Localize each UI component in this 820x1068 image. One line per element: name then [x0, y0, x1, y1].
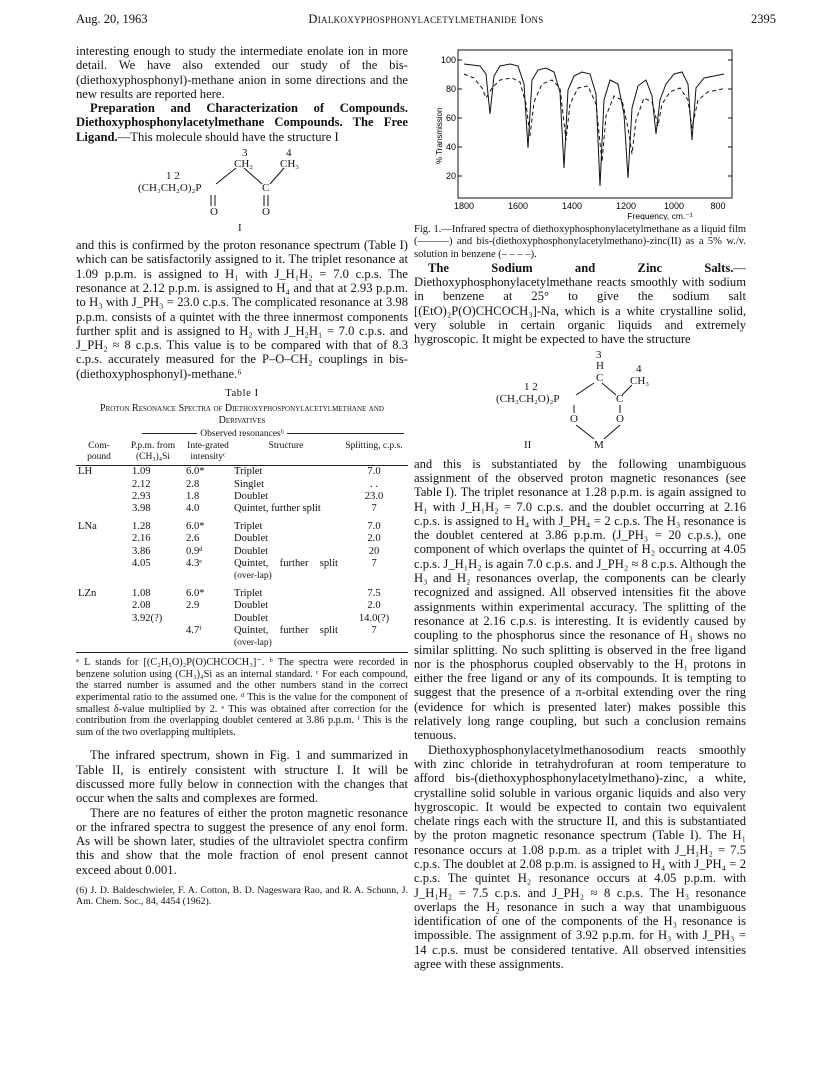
col-intensity: Inte-grated intensityᶜ — [184, 441, 232, 466]
s2-metal: M — [594, 438, 604, 451]
structure-II — [414, 349, 746, 453]
s2-label-II: II — [524, 438, 532, 451]
col-splitting: Splitting, c.p.s. — [340, 441, 408, 466]
s2-label-4: 4 — [636, 362, 642, 375]
s1-label-I: I — [238, 222, 242, 235]
x-tick-1400: 1400 — [561, 201, 583, 211]
x-tick-1800: 1800 — [453, 201, 475, 211]
s2-oxygen-1: O — [570, 412, 578, 425]
table-row: 4.7ᶠ Quintet, further split (over-lap) 7 — [186, 624, 377, 648]
table-subtitle: Proton Resonance Spectra of Diethoxyphosponylacetylmethane and Derivatives — [100, 403, 384, 427]
y-tick-100: 100 — [440, 55, 456, 65]
header-date: Aug. 20, 1963 — [76, 12, 148, 26]
y-tick-60: 60 — [445, 113, 456, 123]
x-tick-1200: 1200 — [615, 201, 637, 211]
right-paragraph-3: Diethoxyphosphonylacetylmethanosodium reacts smoothly with zinc chloride in tetrahydrofuran at room temperature to afford bis-(diethoxyphosphonylacetylmethano)-zinc, a white, crystalline solid soluble in various organic liquids and also very hygroscopic. It would be expected to contain two equivalent chelate rings each with the structure II, and this is substantiated by the proton magnetic resonance spectrum (Table I). The H₁ resonance occurs at 1.08 p.p.m. as a triplet with J_H₁H₂ = 7.5 c.p.s. The doublet at 2.08 p.p.m. is assigned to H₄ with J_PH₄ = 2 c.p.s. The quintet H₂ resonance occurs at 4.05 p.p.m. with J_H₁H₂ = 7.5 c.p.s. and J_PH₂ ≈ 8 c.p.s. The H₃ resonance overlaps the H₂ resonance in such a way that unambiguous identification of one of the components of the H₃ resonance is impossible. The assignment of 3.92 p.p.m. for H₃ with J_PH₃ = 14 c.p.s. must be considered tentative. All observed intensities agree with these assignments. — [414, 742, 746, 972]
s2-ethoxy-group: (CH₃CH₂O)₂P — [496, 392, 560, 405]
overlap-note-zn: (over-lap) — [234, 637, 272, 648]
free-ligand-intro: —This molecule should have the structure I — [117, 129, 339, 144]
left-paragraph-3: and this is confirmed by the proton resonance spectrum (Table I) which can be satisfactorily assigned to it. The triplet resonance at 1.09 p.p.m. is assigned to H₁ with J_H₁H₂ = 7.0 c.p.s. The resonance at 2.12 p.p.m. is assigned to H₄ and that at 2.93 p.p.m. to H₃ with J_PH₃ = 23.0 c.p.s. The complicated resonance at 3.98 p.p.m. consists of a quintet with the three innermost components further split and is assigned to H₂ with J_H₂H₁ = 7.0 c.p.s. and J_PH₂ ≈ 8 c.p.s. This value is to be compared with that of 8.3 c.p.s. accurately measured for the P–O–CH₂ couplings in bis-(diethoxyphosphonyl)-methane.⁶ — [76, 238, 408, 381]
y-tick-80: 80 — [445, 84, 456, 94]
s1-ch2: CH₂ — [234, 158, 254, 171]
s1-label-3: 3 — [242, 147, 248, 160]
x-axis-label: Frequency, cm.⁻¹ — [627, 211, 693, 220]
running-header — [76, 12, 776, 28]
table-row: LNa 1.28 6.0* Triplet 7.0 — [78, 521, 381, 533]
proton-resonance-table — [76, 441, 408, 649]
left-paragraph-2 — [76, 101, 408, 144]
s1-oxygen-1: O — [210, 206, 218, 219]
observed-resonances-header: Observed resonancesᵇ — [76, 427, 408, 439]
s2-bonds — [414, 349, 746, 453]
ir-spectrum-figure — [414, 44, 746, 220]
section-heading-free-ligand: Preparation and Characterization of Compounds. Diethoxyphosphonylacetylmethane Compounds. The Free Ligand. — [76, 101, 408, 144]
table-row: 3.98 4.0 Quintet, further split 7 — [132, 502, 377, 514]
s1-label-1-2: 1 2 — [166, 170, 180, 183]
s2-label-1-2: 1 2 — [524, 380, 538, 393]
reference-6: (6) J. D. Baldeschwieler, F. A. Cotton, B. D. Nageswara Rao, and R. A. Schunn, J. Am. Chem. Soc., 84, 4454 (1962). — [76, 885, 408, 908]
s1-ch3: CH₃ — [280, 158, 300, 171]
s1-ethoxy-group: (CH₃CH₂O)₂P — [138, 182, 202, 195]
y-axis-label: % Transmission — [435, 107, 444, 164]
header-page-number: 2395 — [751, 12, 776, 26]
s1-bonds — [76, 146, 408, 234]
overlap-note-na: (over-lap) — [234, 570, 272, 581]
table-footnotes: ᵃ L stands for [(C₂H₅O)₂P(O)CHCOCH₃]⁻. ᵇ The spectra were recorded in benzene solution using (CH₃)₄Si as an internal standard. ᶜ For each compound, the starred number is assumed and the other numbers stand in the correct experimental ratio to the assumed one. ᵈ This is the value for the component of smallest δ-value multiplied by 2. ᵉ This was obtained after correction for the contribution from the overlapping doublet centered at 3.86 p.p.m. ᶠ This is the sum of the two overlapping multiplets. — [76, 657, 408, 738]
s2-ch3: CH₃ — [630, 374, 650, 387]
col-compound: Com-pound — [76, 441, 122, 466]
right-paragraph-2: and this is substantiated by the following unambiguous assignment of the observed proton magnetic resonances (see Table I). The triplet resonance at 1.28 p.p.m. is again assigned to H₁ with J_H₁H₂ = 7.0 c.p.s. and the doublet occurring at 2.16 c.p.s. is assigned to H₄ with J_PH₄ = 2 c.p.s. The H₃ resonance is the doublet centered at 3.86 p.p.m. (J_PH₃ = 20 c.p.s.), one component of which overlaps the quintet of H₂ occurring at 4.05 c.p.s. J_H₁H₂ is again 7.0 c.p.s. and J_PH₂ ≈ 8 c.p.s. Although the H₃ and H₂ resonances overlap, the components can be clearly recognized and assigned. All observed intensities fit the above assignments within experimental accuracy. The splitting of the resonance at 2.16 c.p.s. is interesting. It is evidently caused by coupling to the phosphorus since the resonance of H₃ shows no similar splitting. No such splitting is observed in the free ligand nor is the phosphorus coupled observably to the H₁ protons in either the free ligand or any of its compounds. It is tempting to suggest that the presence of a π-orbital extending over the ring (evidence for which is presented later) makes possible this relatively long range coupling, but such a conclusion remains tenuous. — [414, 456, 746, 743]
left-paragraph-1: interesting enough to study the intermediate enolate ion in more detail. We have also extended our study of the bis-(diethoxyphosphonyl)-methane anion in some directions and the new results are reported here. — [76, 44, 408, 101]
s2-oxygen-2: O — [616, 412, 624, 425]
x-tick-1000: 1000 — [663, 201, 685, 211]
s2-label-3: 3 — [596, 348, 602, 361]
figure-caption: Fig. 1.—Infrared spectra of diethoxyphosphonylacetylmethane as a liquid film (———) and bis-(diethoxyphosphonylacetylmethano)-zinc(II) as a 5% w./v. solution in benzene (– – – –). — [414, 224, 746, 260]
table-row: 2.08 2.9 Doublet 2.0 — [132, 600, 381, 612]
table-row: LZn 1.08 6.0* Triplet 7.5 — [78, 588, 381, 600]
structure-I — [76, 146, 408, 234]
col-ppm: P.p.m. from (CH₃)₄Si — [122, 441, 184, 466]
col-structure: Structure — [232, 441, 340, 466]
left-column — [76, 44, 408, 907]
header-title: Dialkoxyphosphonylacetylmethanide Ions — [308, 12, 544, 26]
left-paragraph-4: The infrared spectrum, shown in Fig. 1 and summarized in Table II, is entirely consistent with structure I. It will be discussed more fully below in connection with the changes that occur when the salts and complexes are formed. — [76, 748, 408, 806]
table-row: 2.93 1.8 Doublet 23.0 — [132, 490, 384, 502]
y-tick-40: 40 — [445, 142, 456, 152]
table-row: 3.92(?) Doublet 14.0(?) — [132, 612, 390, 624]
ir-trace-free-ligand — [464, 64, 724, 186]
ir-spectrum-plot — [414, 44, 746, 220]
section-heading-salts: The Sodium and Zinc Salts. — [428, 260, 734, 275]
s2-carbon-1: C — [596, 371, 604, 384]
table-row: 3.86 0.9ᵈ Doublet 20 — [132, 545, 380, 557]
table-title: Table I — [225, 388, 259, 400]
x-tick-1600: 1600 — [507, 201, 529, 211]
table-row: 2.12 2.8 Singlet . . — [132, 478, 378, 490]
s1-oxygen-2: O — [262, 206, 270, 219]
s1-label-4: 4 — [286, 147, 292, 160]
x-tick-800: 800 — [710, 201, 726, 211]
table-row: 2.16 2.6 Doublet 2.0 — [132, 533, 381, 545]
y-tick-20: 20 — [445, 171, 456, 181]
left-paragraph-5: There are no features of either the proton magnetic resonance or the infrared spectra to suggest the presence of any enol form. As will be shown later, studies of the ultraviolet spectra confirm this and show that the mole fraction of enol present cannot exceed about 0.001. — [76, 805, 408, 877]
right-column — [414, 44, 746, 971]
s1-carbon: C — [262, 182, 270, 195]
ir-trace-zinc-complex — [464, 74, 726, 162]
s2-hydrogen: H — [596, 359, 604, 372]
table-row: LH 1.09 6.0* Triplet 7.0 — [78, 466, 381, 478]
right-paragraph-1: The Sodium and Zinc Salts.—Diethoxyphosphonylacetylmethane reacts smoothly with sodium in benzene at 25° to give the sodium salt [(EtO)₂P(O)CHCOCH₃]-Na, which is a white crystalline solid, very soluble in certain organic liquids and extremely hygroscopic. It might be expected to have the structure — [414, 260, 746, 347]
table-row: 4.05 4.3ᵉ Quintet, further split (over-lap) 7 — [132, 557, 377, 581]
s2-carbon-2: C — [616, 392, 624, 405]
